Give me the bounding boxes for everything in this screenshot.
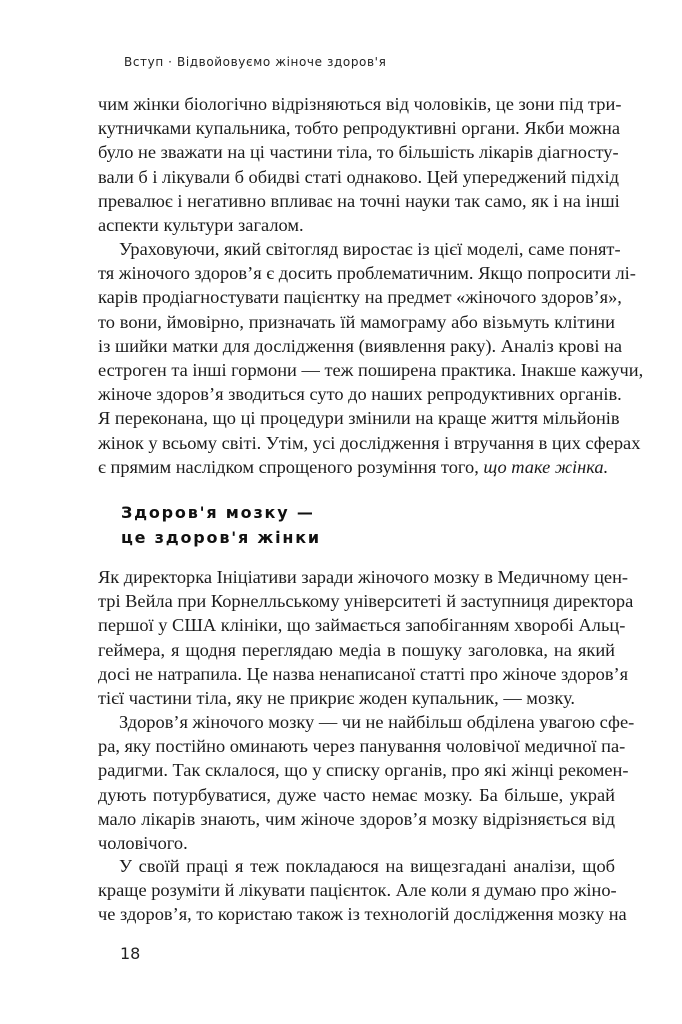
text-line: трі Вейла при Корнелльському університеті й заступниця директора bbox=[98, 591, 634, 612]
paragraph-1 bbox=[98, 92, 622, 237]
text-run: є прямим наслідком спрощеного розуміння того, bbox=[98, 456, 484, 477]
text-line: превалює і негативно впливає на точні науки так само, як і на інші bbox=[98, 190, 620, 211]
text-line: першої у США клініки, що займається запобіганням хворобі Альц- bbox=[98, 615, 626, 636]
text-line: Ураховуючи, який світогляд виростає із цієї моделі, саме понят- bbox=[119, 239, 621, 259]
page-number: 18 bbox=[120, 944, 141, 963]
text-line: Як директорка Ініціативи заради жіночого мозку в Медичному цен- bbox=[98, 567, 629, 587]
paragraph-4 bbox=[98, 710, 635, 855]
section-heading-line-1: Здоров'я мозку — bbox=[121, 503, 315, 522]
text-line: ра, яку постійно оминають через панування чоловічої медичної па- bbox=[98, 736, 626, 757]
text-line: із шийки матки для дослідження (виявлення раку). Аналіз крові на bbox=[98, 335, 623, 356]
paragraph-3 bbox=[98, 565, 634, 710]
text-line: чоловічого. bbox=[98, 832, 188, 853]
text-line: тієї частини тіла, яку не прикриє жоден купальник, — мозку. bbox=[98, 687, 576, 708]
text-line: аспекти культури загалом. bbox=[98, 214, 304, 235]
text-line: жінок у всьому світі. Утім, усі дослідження і втручання в цих сферах bbox=[98, 432, 641, 453]
text-line: тя жіночого здоров’я є досить проблематичним. Якщо попросити лі- bbox=[98, 263, 636, 284]
text-line: вали б і лікували б обидві статі однаково. Цей упереджений підхід bbox=[98, 166, 619, 187]
section-heading bbox=[121, 500, 321, 550]
text-line: краще розуміти й лікувати пацієнток. Але коли я думаю про жіно- bbox=[98, 880, 617, 901]
text-line: карів продіагностувати пацієнтку на предмет «жіночого здоров’я», bbox=[98, 287, 622, 308]
section-heading-line-2: це здоров'я жінки bbox=[121, 528, 321, 547]
text-line: геймера, я щодня переглядаю медіа в пошуку заголовка, на який bbox=[98, 639, 615, 660]
text-line: досі не натрапила. Це назва ненаписаної статті про жіноче здоров’я bbox=[98, 663, 629, 684]
text-line: У своїй праці я теж покладаюся на вищезгадані аналізи, щоб bbox=[119, 856, 615, 876]
text-line: Я переконана, що ці процедури змінили на краще життя мільйонів bbox=[98, 408, 620, 429]
text-line bbox=[98, 455, 615, 479]
text-line: естроген та інші гормони — теж поширена практика. Інакше кажучи, bbox=[98, 359, 644, 380]
italic-emphasis: що таке жінка. bbox=[483, 456, 609, 477]
text-line: мало лікарів знають, чим жіноче здоров’я мозку відрізняється від bbox=[98, 808, 615, 829]
paragraph-2 bbox=[98, 237, 644, 479]
text-line: кутничками купальника, тобто репродуктивні органи. Якби можна bbox=[98, 118, 620, 139]
text-line: че здоров’я, то користаю також із технологій дослідження мозку на bbox=[98, 904, 627, 925]
text-line: Здоров’я жіночого мозку — чи не найбільш обділена увагою сфе- bbox=[119, 712, 635, 732]
text-line: жіноче здоров’я зводиться суто до наших репродуктивних органів. bbox=[98, 384, 622, 405]
text-line: то вони, ймовірно, призначать їй мамограму або візьмуть клітини bbox=[98, 311, 615, 332]
text-line: чим жінки біологічно відрізняються від чоловіків, це зони під три- bbox=[98, 94, 622, 114]
text-line: радигми. Так склалося, що у списку органів, про які жінці рекомен- bbox=[98, 760, 629, 781]
paragraph-5 bbox=[98, 854, 627, 927]
running-head: Вступ · Відвойовуємо жіноче здоров'я bbox=[124, 55, 387, 69]
text-line: дують потурбуватися, дуже часто немає мозку. Ба більше, украй bbox=[98, 784, 615, 805]
text-line: було не зважати на ці частини тіла, то більшість лікарів діагносту- bbox=[98, 142, 619, 163]
